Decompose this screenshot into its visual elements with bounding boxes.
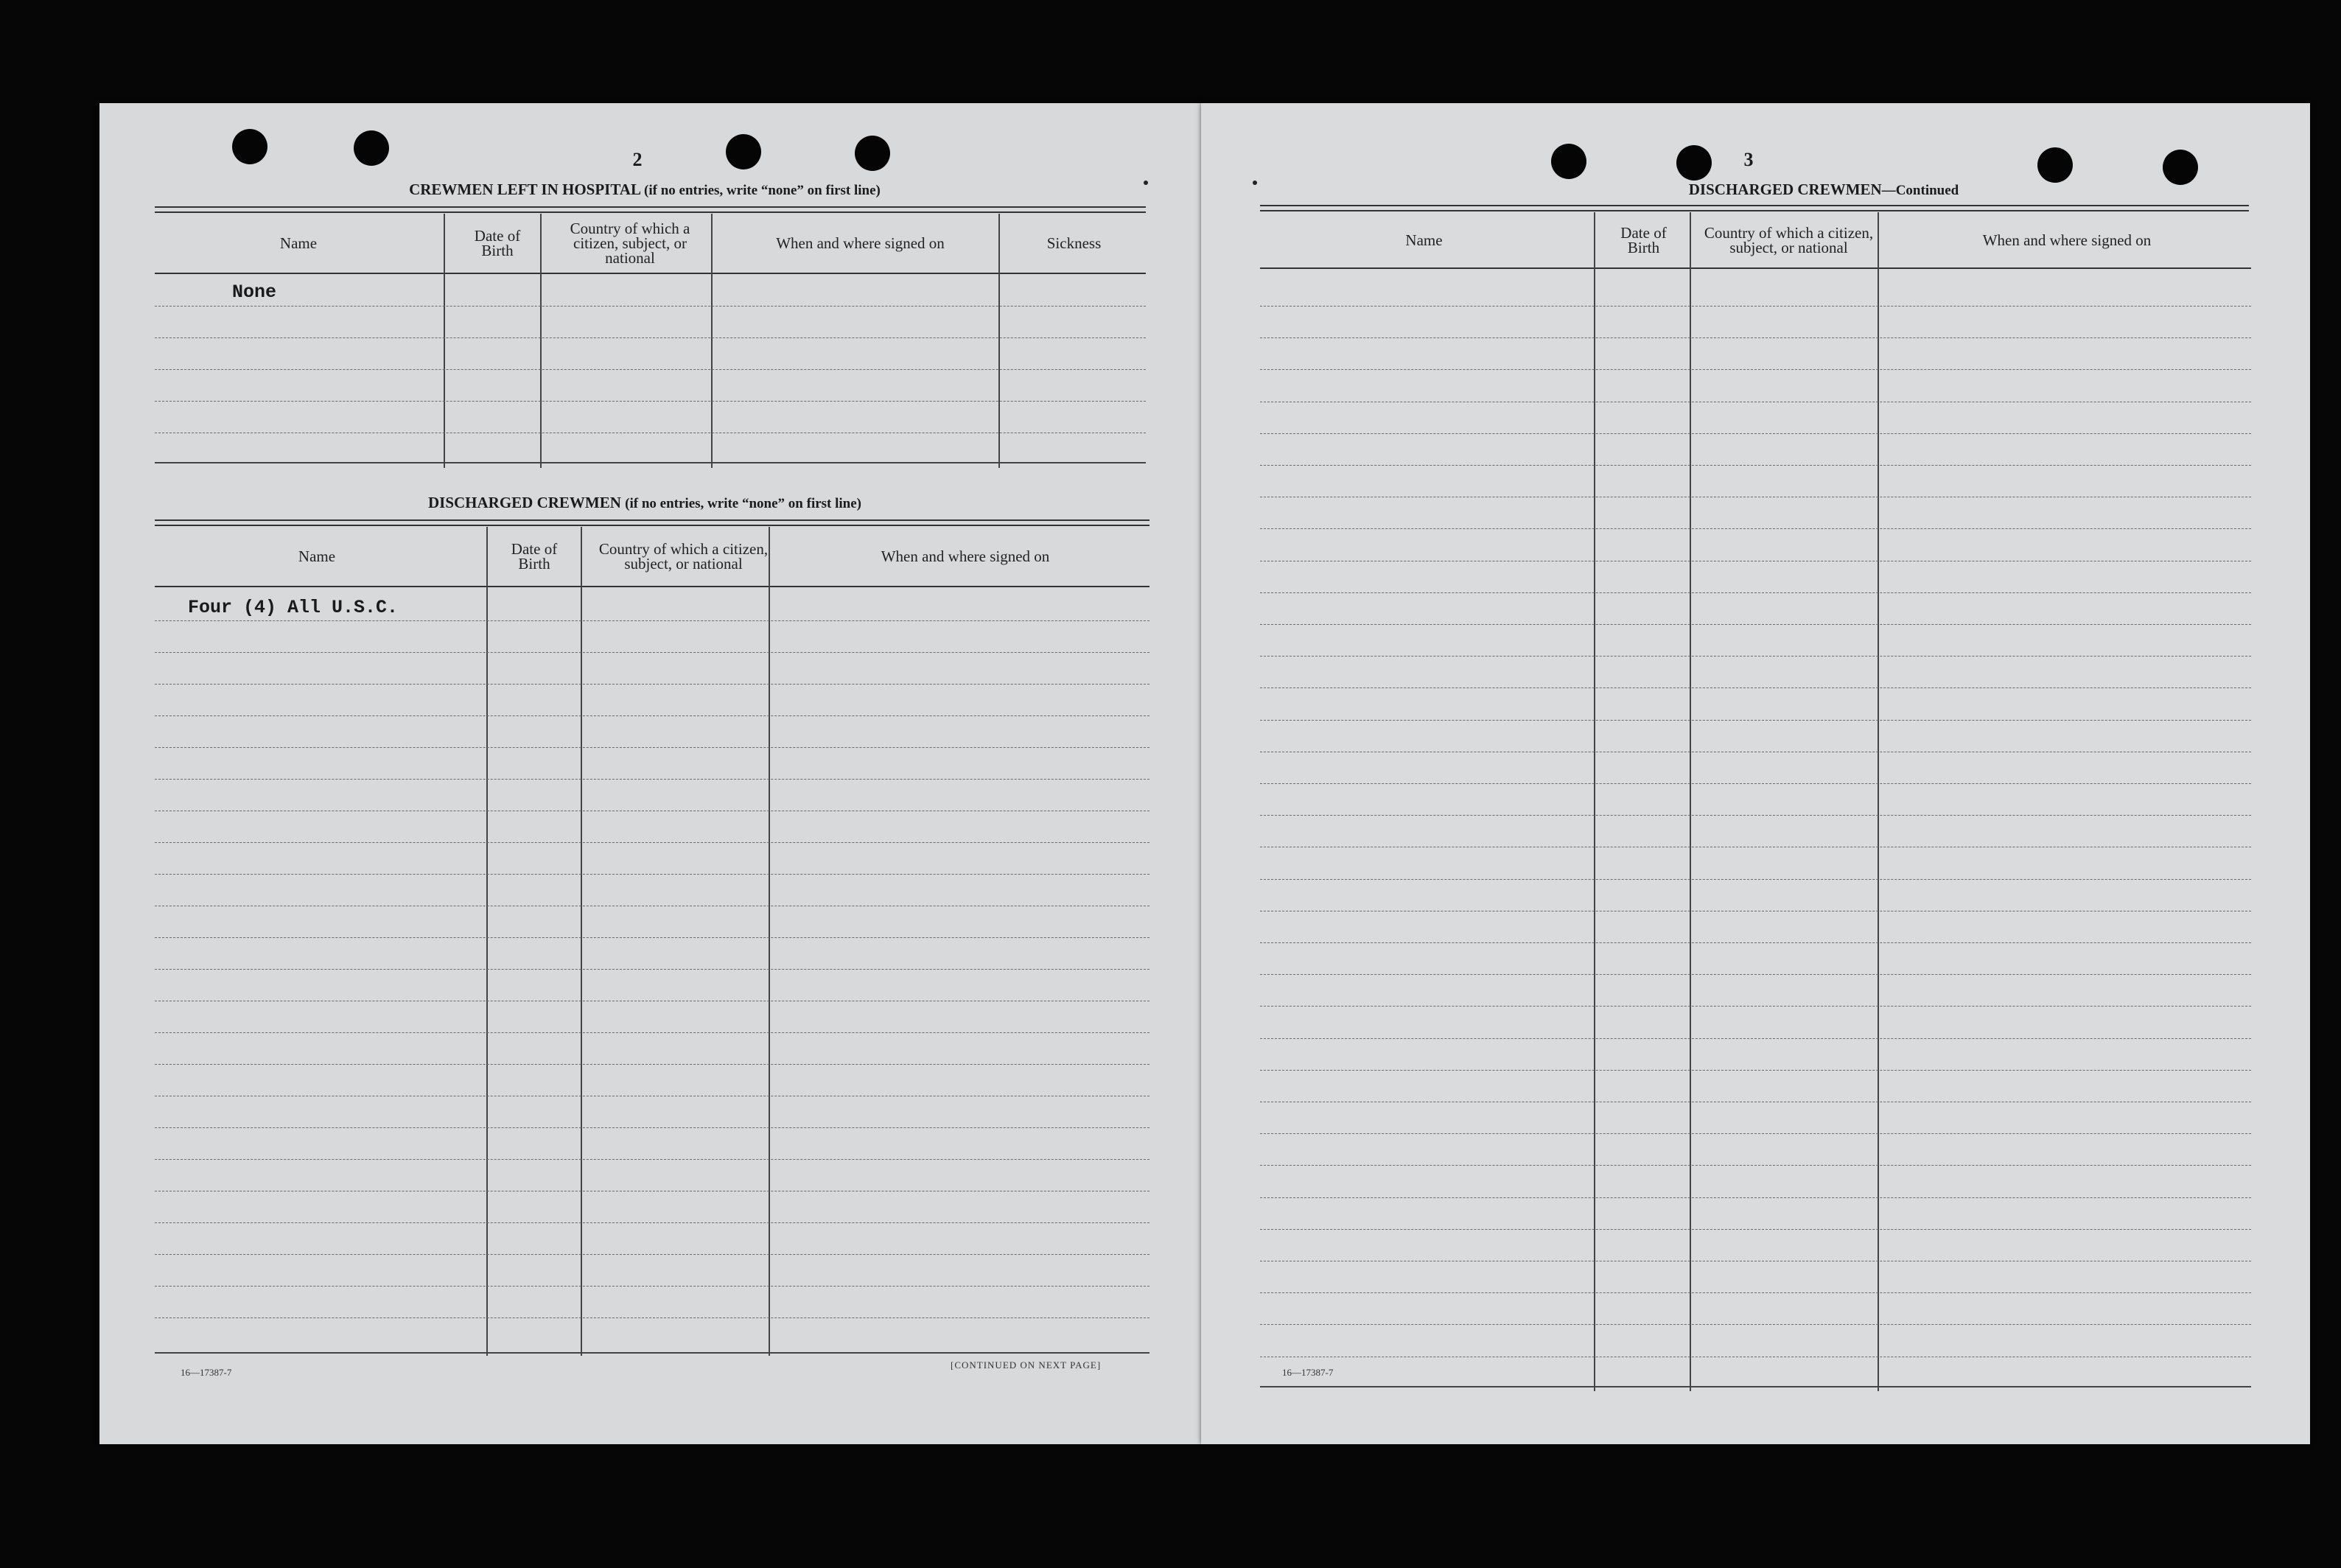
margin-dot — [1144, 181, 1148, 185]
row-line — [1260, 592, 2251, 593]
row-line — [155, 1127, 1149, 1128]
punch-hole — [2037, 147, 2073, 183]
punch-hole — [354, 130, 389, 166]
row-line — [1260, 337, 2251, 338]
section-title-note: (if no entries, write “none” on first line) — [644, 183, 881, 198]
row-line — [1260, 1324, 2251, 1325]
column-divider — [998, 214, 1000, 468]
row-line — [155, 1254, 1149, 1255]
row-line — [155, 715, 1149, 716]
row-line — [155, 874, 1149, 875]
hospital-section-title — [254, 181, 1035, 199]
row-line — [1260, 720, 2251, 721]
column-divider — [769, 527, 770, 1356]
row-line — [1260, 656, 2251, 657]
column-header-signed: When and where signed on — [1982, 231, 2152, 249]
row-line — [1260, 1070, 2251, 1071]
punch-hole — [232, 129, 267, 164]
column-divider — [486, 527, 488, 1356]
column-divider — [444, 214, 445, 468]
row-line — [1260, 942, 2251, 943]
row-line — [1260, 1165, 2251, 1166]
row-line — [155, 1159, 1149, 1160]
punch-hole — [1676, 145, 1712, 181]
row-line — [155, 1286, 1149, 1287]
row-line — [155, 369, 1146, 370]
row-line — [1260, 1133, 2251, 1134]
punch-hole — [855, 136, 890, 171]
row-line — [1260, 1229, 2251, 1230]
row-line — [1260, 528, 2251, 529]
table-bottom-rule — [1260, 1386, 2251, 1387]
column-header-country: Country of which a citizen, subject, or national — [1704, 223, 1874, 256]
margin-dot — [1253, 181, 1257, 185]
discharged-section-title — [254, 494, 1035, 512]
row-line — [155, 1064, 1149, 1065]
column-header-sickness: Sickness — [1046, 234, 1102, 252]
page-number: 3 — [1743, 149, 1754, 170]
row-line — [155, 620, 1149, 621]
column-divider — [540, 214, 542, 468]
column-header-dob: Date of Birth — [1620, 223, 1667, 256]
header-rule — [155, 206, 1146, 213]
column-header-signed: When and where signed on — [881, 547, 1050, 565]
discharged-first-entry: Four (4) All U.S.C. — [188, 597, 399, 618]
section-title-main: CREWMEN LEFT IN HOSPITAL — [409, 181, 640, 198]
column-header-dob: Date of Birth — [511, 540, 558, 573]
discharged-continued-table — [1260, 212, 2251, 1391]
column-divider — [711, 214, 713, 468]
row-line — [155, 337, 1146, 338]
column-header-dob: Date of Birth — [474, 227, 521, 259]
row-line — [1260, 306, 2251, 307]
section-title-note: (if no entries, write “none” on first line) — [625, 496, 862, 511]
table-bottom-rule — [155, 1352, 1149, 1354]
column-header-country: Country of which a citizen, subject, or national — [570, 220, 690, 267]
column-divider — [1594, 212, 1595, 1391]
row-line — [155, 937, 1149, 938]
punch-hole — [1551, 144, 1586, 179]
hospital-table — [155, 214, 1146, 468]
row-line — [155, 652, 1149, 653]
row-line — [1260, 1292, 2251, 1293]
punch-hole — [2163, 150, 2198, 185]
column-divider — [581, 527, 582, 1356]
column-header-signed: When and where signed on — [776, 234, 945, 252]
row-line — [1260, 879, 2251, 880]
row-line — [1260, 783, 2251, 784]
row-line — [155, 969, 1149, 970]
row-line — [155, 306, 1146, 307]
row-line — [155, 1032, 1149, 1033]
header-rule — [1260, 205, 2249, 211]
section-title-main: DISCHARGED CREWMEN — [427, 494, 621, 511]
column-divider — [1690, 212, 1691, 1391]
row-line — [1260, 1197, 2251, 1198]
continued-note: [CONTINUED ON NEXT PAGE] — [951, 1359, 1102, 1371]
column-header-country: Country of which a citizen, subject, or national — [598, 540, 769, 573]
row-line — [155, 1317, 1149, 1318]
discharged-continued-title — [1511, 181, 2137, 199]
column-header-name: Name — [298, 547, 336, 565]
row-line — [1260, 369, 2251, 370]
header-underline — [155, 586, 1149, 587]
row-line — [1260, 433, 2251, 434]
header-underline — [155, 273, 1146, 274]
table-bottom-rule — [155, 462, 1146, 463]
row-line — [1260, 974, 2251, 975]
row-line — [1260, 1006, 2251, 1007]
row-line — [1260, 815, 2251, 816]
hospital-first-entry: None — [232, 281, 277, 303]
row-line — [1260, 465, 2251, 466]
section-title-main: DISCHARGED CREWMEN — [1688, 181, 1882, 198]
form-number: 16—17387-7 — [181, 1367, 232, 1378]
form-number: 16—17387-7 — [1282, 1367, 1334, 1378]
section-title-continued: —Continued — [1881, 183, 1959, 198]
column-header-name: Name — [1405, 231, 1443, 249]
column-header-name: Name — [279, 234, 318, 252]
discharged-table — [155, 527, 1149, 1356]
header-underline — [1260, 267, 2251, 269]
column-divider — [1878, 212, 1879, 1391]
row-line — [155, 842, 1149, 843]
left-page — [99, 103, 1201, 1444]
page-number: 2 — [632, 149, 643, 170]
row-line — [155, 779, 1149, 780]
row-line — [155, 747, 1149, 748]
header-rule — [155, 519, 1149, 526]
row-line — [1260, 624, 2251, 625]
row-line — [1260, 1038, 2251, 1039]
row-line — [155, 1222, 1149, 1223]
row-line — [155, 684, 1149, 685]
punch-hole — [726, 134, 761, 169]
row-line — [1260, 687, 2251, 688]
right-page — [1201, 103, 2310, 1444]
row-line — [155, 401, 1146, 402]
